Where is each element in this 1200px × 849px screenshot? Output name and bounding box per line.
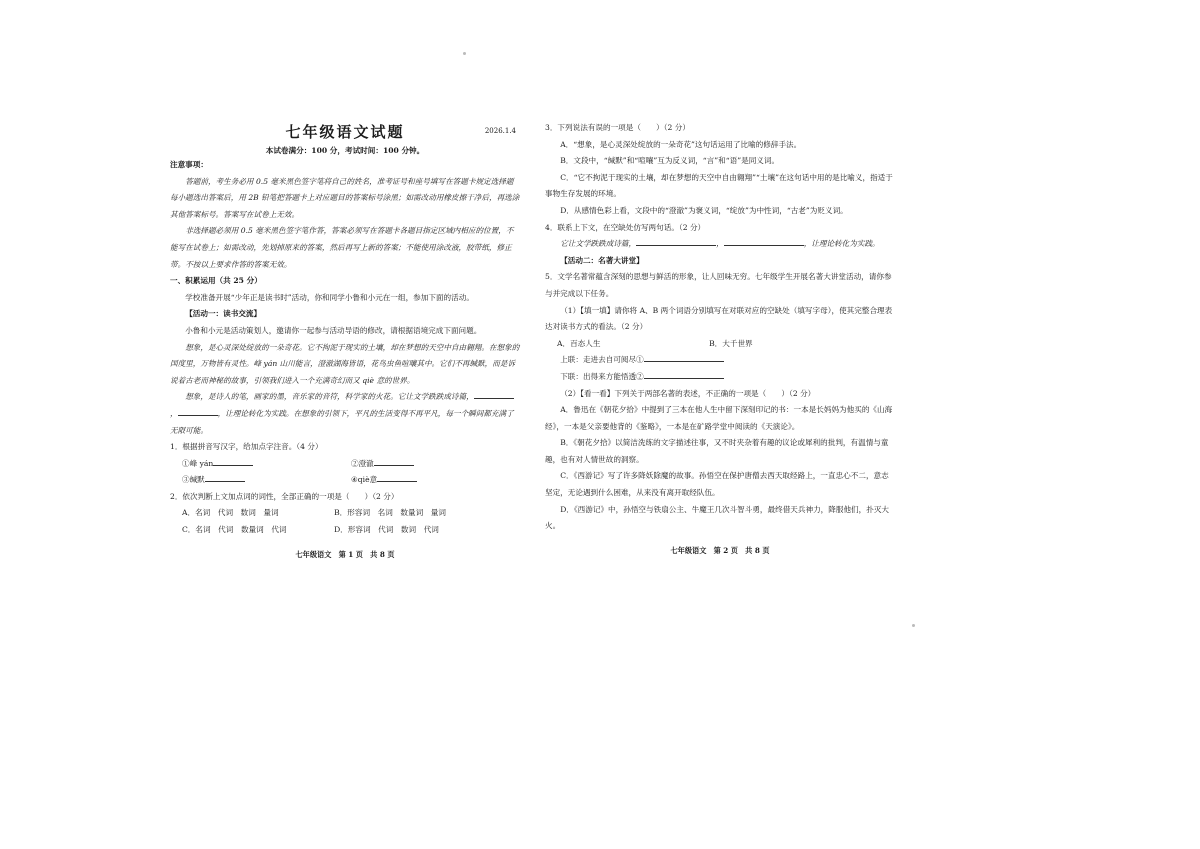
q1-item [182,472,351,489]
q5-2-option-d[interactable]: D．《西游记》中，孙悟空与铁扇公主、牛魔王几次斗智斗勇，最终借天兵神力，降服他们，扑灭大火。 [545,504,890,531]
notice-paragraph-2: 非选择题必须用 0.5 毫米黑色签字笔作答，答案必须写在答题卡各题目指定区域内相应的位置，不能写在试卷上；如需改动，先划掉原来的答案，然后再写上新的答案；不能使用涂改液，胶带纸，修正带。不按以上要求作答的答案无效。 [170,226,514,269]
question-1: 1．根据拼音写汉字，给加点字注音。（4 分） [170,442,323,452]
q1-item-label: ②澄澈 [351,458,374,468]
option-c[interactable]: C．名词 代词 数量词 代词 [182,525,287,535]
couplet-lower [545,369,895,386]
q4-text: 它让文学跌跌成诗篇， [560,239,637,249]
q1-item [351,456,520,473]
exam-subtitle: 本试卷满分：100 分，考试时间：100 分钟。 [265,146,425,155]
question-1-items [170,472,520,489]
question-2-options [170,522,520,539]
couplet-upper [545,352,895,369]
scan-speck [912,624,915,627]
question-2: 2．依次判断上文加点词的词性，全部正确的一项是（ ）（2 分） [170,491,399,501]
q1-item [182,456,351,473]
question-3: 3．下列说法有误的一项是（ ）（2 分） [545,123,690,132]
exam-page-2 [545,120,895,559]
passage-text: 想象，是诗人的笔，画家的墨，音乐家的音符，科学家的火花。它让文学跌跌成诗篇， [185,392,474,402]
q4-text: ， [716,239,724,249]
activity-heading: 【活动一：读书交流】 [185,309,262,319]
option-d[interactable]: D．形容词 代词 数词 代词 [334,525,439,535]
answer-blank[interactable] [724,236,804,246]
q5-2-option-a[interactable]: A．鲁迅在《朝花夕拾》中提到了三本在他人生中留下深刻印记的书：一本是长妈妈为他买的《山海经》，一本是父亲要他背的《鉴略》，一本是在矿路学堂中阅读的《天演论》。 [545,405,893,431]
answer-blank[interactable] [377,472,417,482]
q1-item-label: ③缄默 [182,475,205,485]
notice-heading: 注意事项： [170,160,208,169]
passage-paragraph-2 [170,389,520,439]
intro-paragraph: 学校准备开展“少年正是读书时”活动，你和同学小鲁和小元在一组，参加下面的活动。 [185,292,474,302]
scan-speck [463,52,466,55]
answer-blank[interactable] [205,472,245,482]
passage-paragraph-1: 想象，是心灵深处绽放的一朵奇花。它不拘泥于现实的土壤，却在梦想的天空中自由翱翔。在想象的国度里，万物皆有灵性。峰 yán 山川能言，澄澈湖海皆语，花鸟虫鱼喧嚷其中。它们不再缄默，而是诉说着古老而神秘的故事，引领我们进入一个充满奇幻而又 qiè 意的世界。 [170,342,520,385]
question-1-items [170,456,520,473]
option-a[interactable]: A．百态人生 [557,338,601,348]
answer-blank[interactable] [178,406,218,416]
answer-blank[interactable] [644,352,724,362]
q3-option-c[interactable]: C．“它不拘泥于现实的土壤，却在梦想的天空中自由翱翔”“土壤”在这句话中用的是比喻义，指适于事物生存发展的环境。 [545,172,893,199]
section-heading: 一、积累运用（共 25 分） [170,276,262,286]
option-b[interactable]: B．形容词 名词 数量词 量词 [334,508,446,518]
answer-blank[interactable] [636,236,716,246]
q5-2-option-c[interactable]: C．《西游记》写了许多降妖除魔的故事。孙悟空在保护唐僧去西天取经路上，一直忠心不二，意志坚定，无论遇到什么困难，从来没有离开取经队伍。 [545,471,889,498]
q1-item-label: ①峰 yán [182,458,214,468]
notice-paragraph-1: 答题前，考生务必用 0.5 毫米黑色签字笔将自己的姓名，准考证号和座号填写在答题卡规定选择题每小题选出答案后，用 2B 铅笔把答题卡上对应题目的答案标号涂黑；如需改动用橡皮擦干净后，再选涂其他答案标号。答案写在试卷上无效。 [170,176,520,219]
question-4: 4．联系上下文，在空缺处仿写两句话。（2 分） [545,222,706,232]
answer-blank[interactable] [213,456,253,466]
answer-blank[interactable] [374,456,414,466]
title-row [170,120,520,144]
q1-item [351,472,520,489]
exam-page-1 [170,120,520,563]
q5-1-options [545,336,895,353]
q4-fill-line [545,236,895,253]
answer-blank[interactable] [644,369,724,379]
answer-blank[interactable] [474,389,514,399]
couplet-text: 上联：走进去自可阅尽① [560,355,644,365]
exam-date: 2026.1.4 [484,127,516,135]
question-5: 5．文学名著常蕴含深刻的思想与鲜活的形象，让人回味无穷。七年级学生开展名著大讲堂活动，请你参与并完成以下任务。 [545,272,892,298]
couplet-text: 下联：出得来方能悟透② [560,371,644,381]
q3-option-a[interactable]: A．“想象，是心灵深处绽放的一朵奇花”这句话运用了比喻的修辞手法。 [560,139,802,149]
page-footer: 七年级语文 第 2 页 共 8 页 [670,545,770,555]
question-2-options [170,505,520,522]
question-5-2: （2）【看一看】下列关于两部名著的表述，不正确的一项是（ ）（2 分） [560,388,816,398]
option-b[interactable]: B．大千世界 [709,338,753,348]
activity-heading: 【活动二：名著大讲堂】 [560,255,644,265]
exam-title: 七年级语文试题 [285,123,405,141]
passage-text: ， [170,408,178,418]
activity-paragraph: 小鲁和小元是活动策划人，邀请你一起参与活动导语的修改，请根据语境完成下面问题。 [185,325,482,335]
option-a[interactable]: A．名词 代词 数词 量词 [182,508,279,518]
question-5-1: （1）【填一填】请你将 A、B 两个词语分别填写在对联对应的空缺处（填写字母），使其完整合理表达对读书方式的看法。（2 分） [545,305,893,332]
q3-option-b[interactable]: B．文段中，“缄默”和“喧嚷”互为反义词，“言”和“语”是同义词。 [560,156,780,166]
passage-text: ，让理论转化为实践。在想象的引领下，平凡的生活变得不再平凡，每一个瞬间都充满了无限可能。 [170,408,514,435]
page-footer: 七年级语文 第 1 页 共 8 页 [295,549,395,559]
q1-item-label: ④qiè意 [351,475,378,485]
q3-option-d[interactable]: D．从感情色彩上看，文段中的“澄澈”为褒义词，“绽放”为中性词，“古老”为贬义词。 [560,205,848,215]
q5-2-option-b[interactable]: B．《朝花夕拾》以简洁洗练的文字描述往事，又不时夹杂着有趣的议论或犀利的批判，有温情与童趣，也有对人情世故的洞察。 [545,438,889,464]
q4-text: ，让理论转化为实践。 [803,239,880,249]
